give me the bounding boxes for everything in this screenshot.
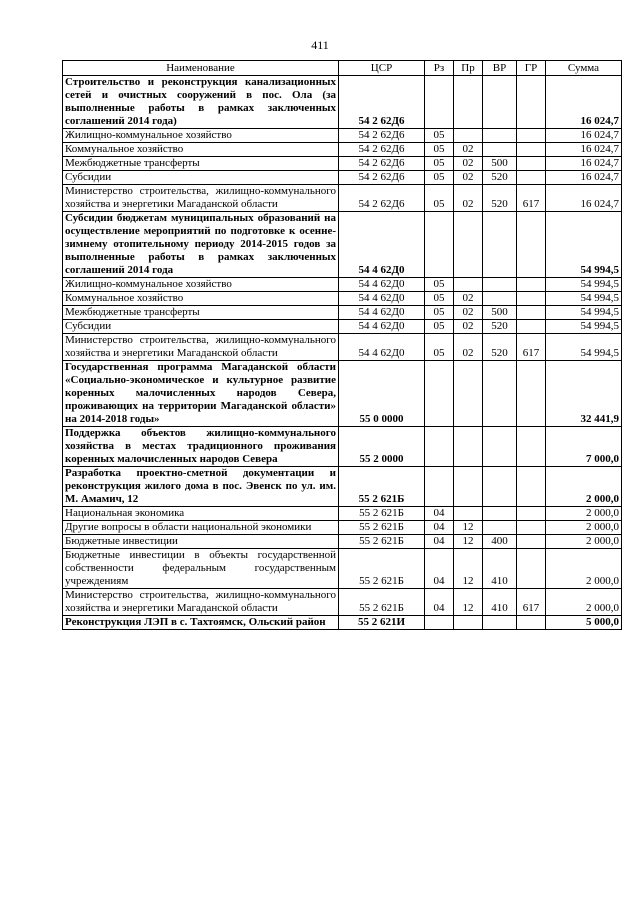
cell-name: Субсидии bbox=[63, 171, 339, 185]
cell-gr bbox=[517, 521, 546, 535]
cell-gr bbox=[517, 129, 546, 143]
cell-csr: 55 2 621Б bbox=[339, 535, 425, 549]
cell-rz bbox=[425, 212, 454, 278]
column-header-name: Наименование bbox=[63, 61, 339, 76]
cell-gr bbox=[517, 292, 546, 306]
cell-gr bbox=[517, 212, 546, 278]
cell-csr: 54 2 62Д6 bbox=[339, 76, 425, 129]
cell-gr bbox=[517, 171, 546, 185]
cell-pr: 12 bbox=[454, 589, 483, 616]
cell-vr bbox=[483, 143, 517, 157]
cell-vr: 410 bbox=[483, 549, 517, 589]
cell-vr: 500 bbox=[483, 157, 517, 171]
cell-vr bbox=[483, 212, 517, 278]
cell-name: Жилищно-коммунальное хозяйство bbox=[63, 278, 339, 292]
cell-name: Министерство строительства, жилищно-коммунального хозяйства и энергетики Магаданской области bbox=[63, 589, 339, 616]
table-header-row bbox=[63, 61, 622, 76]
cell-gr bbox=[517, 427, 546, 467]
cell-sum: 54 994,5 bbox=[546, 320, 622, 334]
cell-name: Коммунальное хозяйство bbox=[63, 143, 339, 157]
cell-csr: 55 2 621Б bbox=[339, 507, 425, 521]
cell-name: Бюджетные инвестиции в объекты государственной собственности федеральным государственным учреждениям bbox=[63, 549, 339, 589]
cell-sum: 16 024,7 bbox=[546, 157, 622, 171]
cell-pr: 02 bbox=[454, 171, 483, 185]
table-row bbox=[63, 549, 622, 589]
cell-gr: 617 bbox=[517, 334, 546, 361]
table-row bbox=[63, 143, 622, 157]
cell-csr: 54 2 62Д6 bbox=[339, 143, 425, 157]
cell-name: Бюджетные инвестиции bbox=[63, 535, 339, 549]
cell-gr bbox=[517, 361, 546, 427]
table-row bbox=[63, 589, 622, 616]
cell-csr: 55 2 621Б bbox=[339, 521, 425, 535]
cell-rz: 04 bbox=[425, 535, 454, 549]
cell-name: Другие вопросы в области национальной экономики bbox=[63, 521, 339, 535]
cell-vr: 520 bbox=[483, 334, 517, 361]
table-row bbox=[63, 507, 622, 521]
column-header-sum: Сумма bbox=[546, 61, 622, 76]
cell-vr: 400 bbox=[483, 535, 517, 549]
column-header-rz: Рз bbox=[425, 61, 454, 76]
cell-sum: 16 024,7 bbox=[546, 185, 622, 212]
cell-sum: 16 024,7 bbox=[546, 143, 622, 157]
column-header-gr: ГР bbox=[517, 61, 546, 76]
cell-name: Реконструкция ЛЭП в с. Тахтоямск, Ольский район bbox=[63, 616, 339, 630]
cell-sum: 7 000,0 bbox=[546, 427, 622, 467]
cell-rz bbox=[425, 616, 454, 630]
table-row bbox=[63, 278, 622, 292]
table-row bbox=[63, 129, 622, 143]
cell-rz bbox=[425, 76, 454, 129]
cell-name: Министерство строительства, жилищно-коммунального хозяйства и энергетики Магаданской области bbox=[63, 185, 339, 212]
cell-sum: 16 024,7 bbox=[546, 129, 622, 143]
cell-csr: 54 2 62Д6 bbox=[339, 171, 425, 185]
cell-rz bbox=[425, 467, 454, 507]
column-header-vr: ВР bbox=[483, 61, 517, 76]
cell-vr bbox=[483, 361, 517, 427]
cell-sum: 5 000,0 bbox=[546, 616, 622, 630]
cell-pr: 02 bbox=[454, 292, 483, 306]
cell-pr: 02 bbox=[454, 334, 483, 361]
table-row bbox=[63, 171, 622, 185]
cell-gr bbox=[517, 616, 546, 630]
cell-pr bbox=[454, 507, 483, 521]
cell-gr bbox=[517, 157, 546, 171]
cell-pr bbox=[454, 129, 483, 143]
cell-name: Министерство строительства, жилищно-коммунального хозяйства и энергетики Магаданской области bbox=[63, 334, 339, 361]
cell-csr: 55 2 621Б bbox=[339, 549, 425, 589]
column-header-csr: ЦСР bbox=[339, 61, 425, 76]
cell-pr bbox=[454, 76, 483, 129]
cell-csr: 54 4 62Д0 bbox=[339, 278, 425, 292]
cell-rz: 05 bbox=[425, 157, 454, 171]
cell-gr: 617 bbox=[517, 589, 546, 616]
cell-csr: 54 2 62Д6 bbox=[339, 129, 425, 143]
cell-sum: 54 994,5 bbox=[546, 278, 622, 292]
cell-sum: 54 994,5 bbox=[546, 334, 622, 361]
cell-vr: 500 bbox=[483, 306, 517, 320]
cell-sum: 2 000,0 bbox=[546, 507, 622, 521]
cell-sum: 54 994,5 bbox=[546, 212, 622, 278]
table-row bbox=[63, 292, 622, 306]
table-row bbox=[63, 467, 622, 507]
table-row bbox=[63, 157, 622, 171]
cell-rz: 05 bbox=[425, 292, 454, 306]
cell-name: Субсидии bbox=[63, 320, 339, 334]
cell-pr bbox=[454, 361, 483, 427]
cell-rz: 04 bbox=[425, 589, 454, 616]
cell-rz bbox=[425, 361, 454, 427]
cell-vr bbox=[483, 427, 517, 467]
cell-pr: 02 bbox=[454, 143, 483, 157]
cell-sum: 2 000,0 bbox=[546, 521, 622, 535]
cell-name: Поддержка объектов жилищно-коммунального хозяйства в местах традиционного проживания коренных малочисленных народов Севера bbox=[63, 427, 339, 467]
cell-csr: 55 2 621И bbox=[339, 616, 425, 630]
cell-sum: 32 441,9 bbox=[546, 361, 622, 427]
cell-vr bbox=[483, 129, 517, 143]
cell-sum: 16 024,7 bbox=[546, 76, 622, 129]
cell-name: Строительство и реконструкция канализационных сетей и очистных сооружений в пос. Ола (за выполненные работы в рамках заключенных соглашений 2014 года) bbox=[63, 76, 339, 129]
cell-name: Коммунальное хозяйство bbox=[63, 292, 339, 306]
page-number: 411 bbox=[311, 38, 329, 52]
table-row bbox=[63, 334, 622, 361]
cell-csr: 54 4 62Д0 bbox=[339, 334, 425, 361]
cell-name: Разработка проектно-сметной документации и реконструкция жилого дома в пос. Эвенск по ул. им. М. Амамич, 12 bbox=[63, 467, 339, 507]
table-row bbox=[63, 427, 622, 467]
cell-pr bbox=[454, 467, 483, 507]
cell-vr bbox=[483, 292, 517, 306]
cell-rz: 04 bbox=[425, 507, 454, 521]
cell-sum: 54 994,5 bbox=[546, 306, 622, 320]
cell-pr: 12 bbox=[454, 521, 483, 535]
cell-pr bbox=[454, 427, 483, 467]
cell-csr: 54 4 62Д0 bbox=[339, 292, 425, 306]
cell-pr bbox=[454, 278, 483, 292]
cell-name: Государственная программа Магаданской области «Социально-экономическое и культурное развитие коренных малочисленных народов Севера, проживающих на территории Магаданской области» на 2014-2018 годы» bbox=[63, 361, 339, 427]
cell-rz: 05 bbox=[425, 320, 454, 334]
table-row bbox=[63, 616, 622, 630]
cell-pr: 12 bbox=[454, 535, 483, 549]
cell-sum: 2 000,0 bbox=[546, 467, 622, 507]
cell-rz bbox=[425, 427, 454, 467]
table-row bbox=[63, 76, 622, 129]
cell-gr bbox=[517, 306, 546, 320]
cell-pr: 12 bbox=[454, 549, 483, 589]
cell-gr bbox=[517, 467, 546, 507]
table-body bbox=[63, 76, 622, 630]
cell-rz: 05 bbox=[425, 185, 454, 212]
cell-vr: 520 bbox=[483, 171, 517, 185]
cell-csr: 54 4 62Д0 bbox=[339, 320, 425, 334]
cell-gr bbox=[517, 278, 546, 292]
cell-gr bbox=[517, 549, 546, 589]
cell-csr: 55 2 621Б bbox=[339, 589, 425, 616]
cell-pr: 02 bbox=[454, 185, 483, 212]
cell-gr bbox=[517, 535, 546, 549]
cell-sum: 54 994,5 bbox=[546, 292, 622, 306]
cell-name: Межбюджетные трансферты bbox=[63, 157, 339, 171]
cell-gr: 617 bbox=[517, 185, 546, 212]
cell-gr bbox=[517, 320, 546, 334]
cell-pr bbox=[454, 212, 483, 278]
cell-vr bbox=[483, 616, 517, 630]
cell-csr: 55 0 0000 bbox=[339, 361, 425, 427]
table-row bbox=[63, 521, 622, 535]
cell-rz: 05 bbox=[425, 171, 454, 185]
cell-sum: 2 000,0 bbox=[546, 589, 622, 616]
cell-name: Межбюджетные трансферты bbox=[63, 306, 339, 320]
table-row bbox=[63, 212, 622, 278]
cell-rz: 05 bbox=[425, 143, 454, 157]
cell-vr: 410 bbox=[483, 589, 517, 616]
cell-vr bbox=[483, 76, 517, 129]
cell-csr: 55 2 621Б bbox=[339, 467, 425, 507]
cell-vr: 520 bbox=[483, 320, 517, 334]
cell-rz: 04 bbox=[425, 549, 454, 589]
table-row bbox=[63, 361, 622, 427]
cell-csr: 55 2 0000 bbox=[339, 427, 425, 467]
cell-gr bbox=[517, 507, 546, 521]
cell-pr bbox=[454, 616, 483, 630]
cell-rz: 05 bbox=[425, 334, 454, 361]
cell-gr bbox=[517, 143, 546, 157]
cell-vr: 520 bbox=[483, 185, 517, 212]
cell-vr bbox=[483, 278, 517, 292]
budget-table bbox=[62, 60, 622, 630]
table-row bbox=[63, 306, 622, 320]
cell-rz: 04 bbox=[425, 521, 454, 535]
cell-name: Жилищно-коммунальное хозяйство bbox=[63, 129, 339, 143]
cell-csr: 54 4 62Д0 bbox=[339, 212, 425, 278]
cell-vr bbox=[483, 507, 517, 521]
cell-sum: 2 000,0 bbox=[546, 549, 622, 589]
cell-rz: 05 bbox=[425, 278, 454, 292]
cell-csr: 54 2 62Д6 bbox=[339, 157, 425, 171]
cell-gr bbox=[517, 76, 546, 129]
cell-sum: 2 000,0 bbox=[546, 535, 622, 549]
table-row bbox=[63, 185, 622, 212]
cell-csr: 54 2 62Д6 bbox=[339, 185, 425, 212]
cell-pr: 02 bbox=[454, 157, 483, 171]
cell-vr bbox=[483, 467, 517, 507]
table-row bbox=[63, 535, 622, 549]
cell-vr bbox=[483, 521, 517, 535]
cell-name: Национальная экономика bbox=[63, 507, 339, 521]
cell-name: Субсидии бюджетам муниципальных образований на осуществление мероприятий по подготовке к осенне-зимнему отопительному периоду 2014-2015 годов за выполненные работы в рамках заключенных соглашений 2014 года bbox=[63, 212, 339, 278]
cell-rz: 05 bbox=[425, 306, 454, 320]
column-header-pr: Пр bbox=[454, 61, 483, 76]
cell-sum: 16 024,7 bbox=[546, 171, 622, 185]
table-row bbox=[63, 320, 622, 334]
cell-rz: 05 bbox=[425, 129, 454, 143]
cell-pr: 02 bbox=[454, 320, 483, 334]
cell-pr: 02 bbox=[454, 306, 483, 320]
cell-csr: 54 4 62Д0 bbox=[339, 306, 425, 320]
